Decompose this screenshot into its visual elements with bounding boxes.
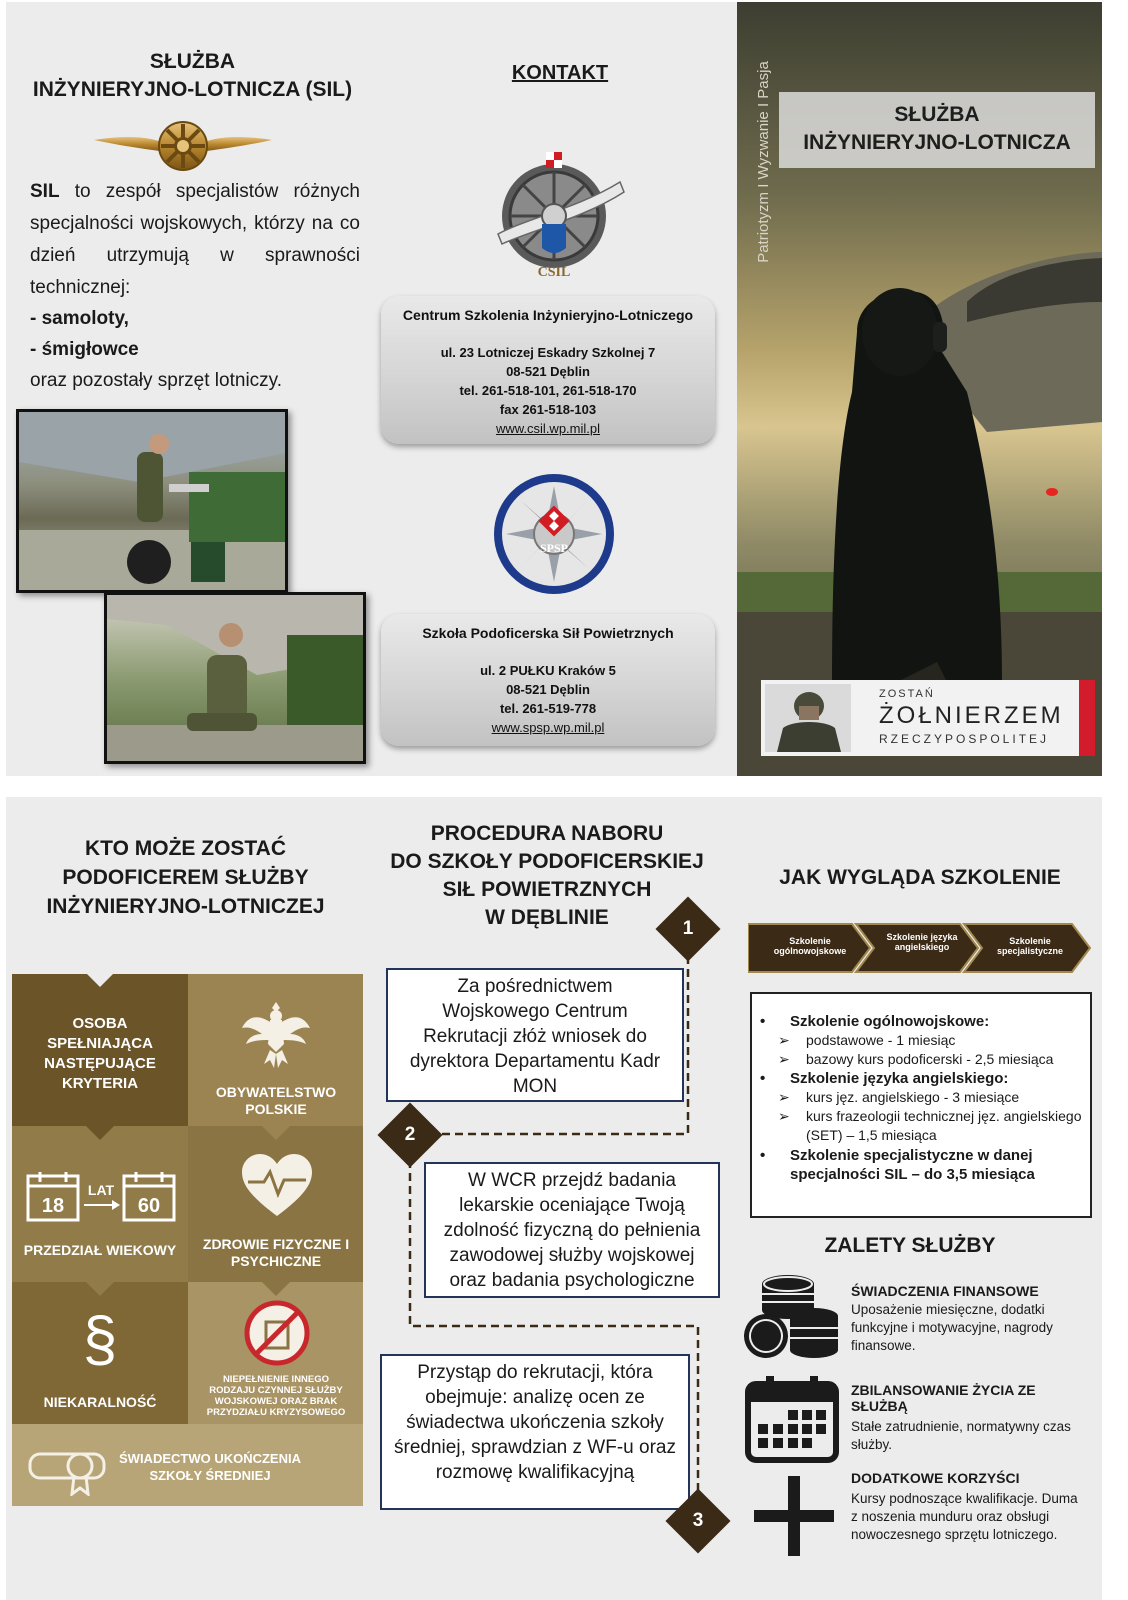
benefit-balance-text: Stałe zatrudnienie, normatywny czas służby. [851,1419,1071,1452]
csil-badge-icon [488,148,626,282]
sil-title [20,48,365,104]
wings-badge-icon [92,116,274,176]
procedure-step-1: Za pośrednictwem Wojskowego Centrum Rekrutacji złóż wniosek do dyrektora Departamentu Kadr MON [386,968,684,1102]
training-english-item-1-text: kurs jęz. angielskiego - 3 miesiące [806,1089,1020,1105]
procedure-title-line1: PROCEDURA NABORU [430,822,664,845]
csil-badge-label: CSIL [537,265,571,280]
csil-city: 08-521 Dęblin [506,364,590,379]
step-1-number: 1 [682,918,694,939]
training-general-item-1-text: podstawowe - 1 miesiąc [806,1032,956,1048]
tile-notch [86,1282,114,1296]
training-details [758,1012,1088,1184]
age-lat-label: LAT [87,1182,115,1198]
sil-intro-text: to zespół specjalistów różnych specjalności wojskowych, którzy na co dzień utrzymują w sprawności technicznej: [30,181,360,298]
sil-item-aircraft: - samoloty, [30,308,129,329]
tile-notch [262,1282,290,1296]
arrow-bullet-icon: ➢ [778,1032,790,1048]
training-general-title: Szkolenie ogólnowojskowe: [790,1013,990,1030]
training-english-title: Szkolenie języka angielskiego: [790,1070,1009,1087]
coins-icon [740,1272,840,1362]
arrow-bullet-icon: ➢ [778,1089,790,1105]
training-general [758,1012,1088,1031]
diploma-icon [26,1442,108,1496]
polish-eagle-icon [240,994,312,1070]
calendar-grid-icon [744,1374,840,1464]
who-title-line1: KTO MOŻE ZOSTAĆ [84,837,287,860]
spsp-tel: tel. 261-519-778 [499,701,597,716]
spsp-badge-label: SPSP [539,541,569,555]
cover-title-line2: INŻYNIERYJNO-LOTNICZA [803,131,1071,154]
training-english-item-2 [758,1107,1088,1145]
training-title: JAK WYGLĄDA SZKOLENIE [779,866,1061,889]
training-english-item-2-text: kurs frazeologii technicznej jęz. angielskiego (SET) – 1,5 miesiąca [806,1108,1082,1143]
sil-title-line2: INŻYNIERYJNO-LOTNICZA (SIL) [32,78,353,101]
photo-mechanic-kneeling [104,592,366,764]
csil-name: Centrum Szkolenia Inżynieryjno-Lotniczego [402,307,694,323]
photo-kneeling-illustration [107,595,366,764]
spsp-website-link[interactable]: www.spsp.wp.mil.pl [491,720,605,735]
spsp-name: Szkoła Podoficerska Sił Powietrznych [422,625,674,641]
csil-address: ul. 23 Lotniczej Eskadry Szkolnej 7 [440,345,656,360]
tile-age-text: PRZEDZIAŁ WIEKOWY [23,1242,177,1258]
benefit-extra-text: Kursy podnoszące kwalifikacje. Duma z noszenia munduru oraz obsługi nowoczesnego sprzętu lotniczego. [851,1491,1078,1542]
benefit-finance-text: Uposażenie miesięczne, dodatki funkcyjne i motywacyjne, nagrody finansowe. [851,1302,1053,1353]
tile-health-text: ZDROWIE FIZYCZNE I PSYCHICZNE [202,1236,350,1269]
sil-outro: oraz pozostały sprzęt lotniczy. [30,370,283,391]
csil-tel: tel. 261-518-101, 261-518-170 [459,383,637,398]
paragraph-icon: § [82,1305,118,1374]
training-english-item-1 [758,1088,1088,1107]
spsp-badge-icon [491,472,617,596]
training-general-item-1 [758,1031,1088,1050]
procedure-step-3: Przystąp do rekrutacji, która obejmuje: analizę ocen ze świadectwa ukończenia szkoły średniej, sprawdzian z WF-u oraz rozmowę kwalifikacyjną [380,1354,690,1510]
banner-sub-text: RZECZYPOSPOLITEJ [879,732,1050,746]
banner-big-text: ŻOŁNIERZEM [879,702,1064,729]
spsp-address: ul. 2 PUŁKU Kraków 5 [480,663,616,678]
who-title-line2: PODOFICEREM SŁUŻBY [62,866,309,889]
procedure-title-line3: SIŁ POWIETRZNYCH [442,878,652,901]
sil-title-line1: SŁUŻBA [149,50,236,73]
tile-notch [262,1126,290,1140]
training-specialist-title: Szkolenie specjalistyczne w danej specjalności SIL – do 3,5 miesiąca [790,1147,1035,1183]
bullet-icon: • [760,1147,766,1164]
photo-mechanic-clipboard [16,409,288,593]
step-3-number: 3 [692,1510,704,1531]
tile-citizenship-text: OBYWATELSTWO POLSKIE [215,1084,337,1117]
procedure-step-2: W WCR przejdź badania lekarskie oceniające Twoją zdolność fizyczną do pełnienia zawodowej służby wojskowej oraz badania psychologiczne [424,1162,720,1298]
recruitment-banner [761,680,1095,756]
spsp-city: 08-521 Dęblin [506,682,590,697]
training-english [758,1069,1088,1088]
csil-website-link[interactable]: www.csil.wp.mil.pl [495,421,600,436]
cover-panel [737,2,1102,776]
benefit-finance-title: ŚWIADCZENIA FINANSOWE [851,1283,1039,1299]
tile-notch [86,1126,114,1140]
step-2-number: 2 [404,1124,416,1145]
chevron-english: Szkolenie języka angielskiego [886,932,958,952]
chevron-general: Szkolenie ogólnowojskowe [773,936,847,956]
no-service-icon [244,1300,310,1366]
training-general-item-2-text: bazowy kurs podoficerski - 2,5 miesiąca [806,1051,1054,1067]
cover-title-line1: SŁUŻBA [894,103,980,126]
tile-notch [86,973,114,987]
age-from: 18 [41,1195,65,1217]
cover-vertical-slogan: Patriotyzm I Wyzwanie I Pasja [755,61,772,263]
age-arrow-icon [84,1204,112,1206]
contact-title: KONTAKT [511,62,609,84]
training-general-item-2 [758,1050,1088,1069]
bullet-icon: • [760,1070,766,1087]
tile-other-service-text: NIEPEŁNIENIE INNEGO RODZAJU CZYNNEJ SŁUŻBY WOJSKOWEJ ORAZ BRAK PRZYDZIAŁU KRYZYSOWEGO [206,1374,346,1418]
training-specialist [758,1146,1088,1184]
csil-fax: fax 261-518-103 [499,402,597,417]
benefit-balance-title: ZBILANSOWANIE ŻYCIA ZE SŁUŻBĄ [851,1382,1036,1414]
contact-box-spsp [381,614,715,746]
who-title [18,834,353,921]
bullet-icon: • [760,1013,766,1030]
sil-item-helicopters: - śmigłowce [30,339,139,360]
tile-record-text: NIEKARALNOŚĆ [43,1394,157,1410]
age-arrowhead [112,1200,120,1210]
banner-small-text: ZOSTAŃ [879,688,935,700]
sil-intro [30,176,360,304]
benefits-title: ZALETY SŁUŻBY [824,1234,996,1257]
plus-icon [752,1474,836,1558]
soldier-portrait-icon [765,684,851,752]
benefit-extra-title: DODATKOWE KORZYŚCI [851,1470,1020,1486]
tile-intro-text: OSOBA SPEŁNIAJĄCA NASTĘPUJĄCE KRYTERIA [44,1015,156,1092]
contact-box-csil [381,296,715,444]
arrow-bullet-icon: ➢ [778,1051,790,1067]
heart-pulse-icon [240,1152,314,1220]
chevron-specialist: Szkolenie specjalistyczne [996,936,1064,956]
photo-mechanic-illustration [19,412,288,593]
criteria-grid [12,974,363,1506]
age-to: 60 [137,1195,161,1217]
sil-intro-bold: SIL [30,181,60,202]
cover-title-box [779,92,1095,168]
arrow-bullet-icon: ➢ [778,1108,790,1124]
banner-red-stripe [1079,680,1095,756]
procedure-title-line2: DO SZKOŁY PODOFICERSKIEJ [390,850,704,873]
procedure-title-line4: W DĘBLINIE [485,906,609,929]
who-title-line3: INŻYNIERYJNO-LOTNICZEJ [46,895,325,918]
tile-certificate-text: ŚWIADECTWO UKOŃCZENIA SZKOŁY ŚREDNIEJ [119,1451,301,1483]
